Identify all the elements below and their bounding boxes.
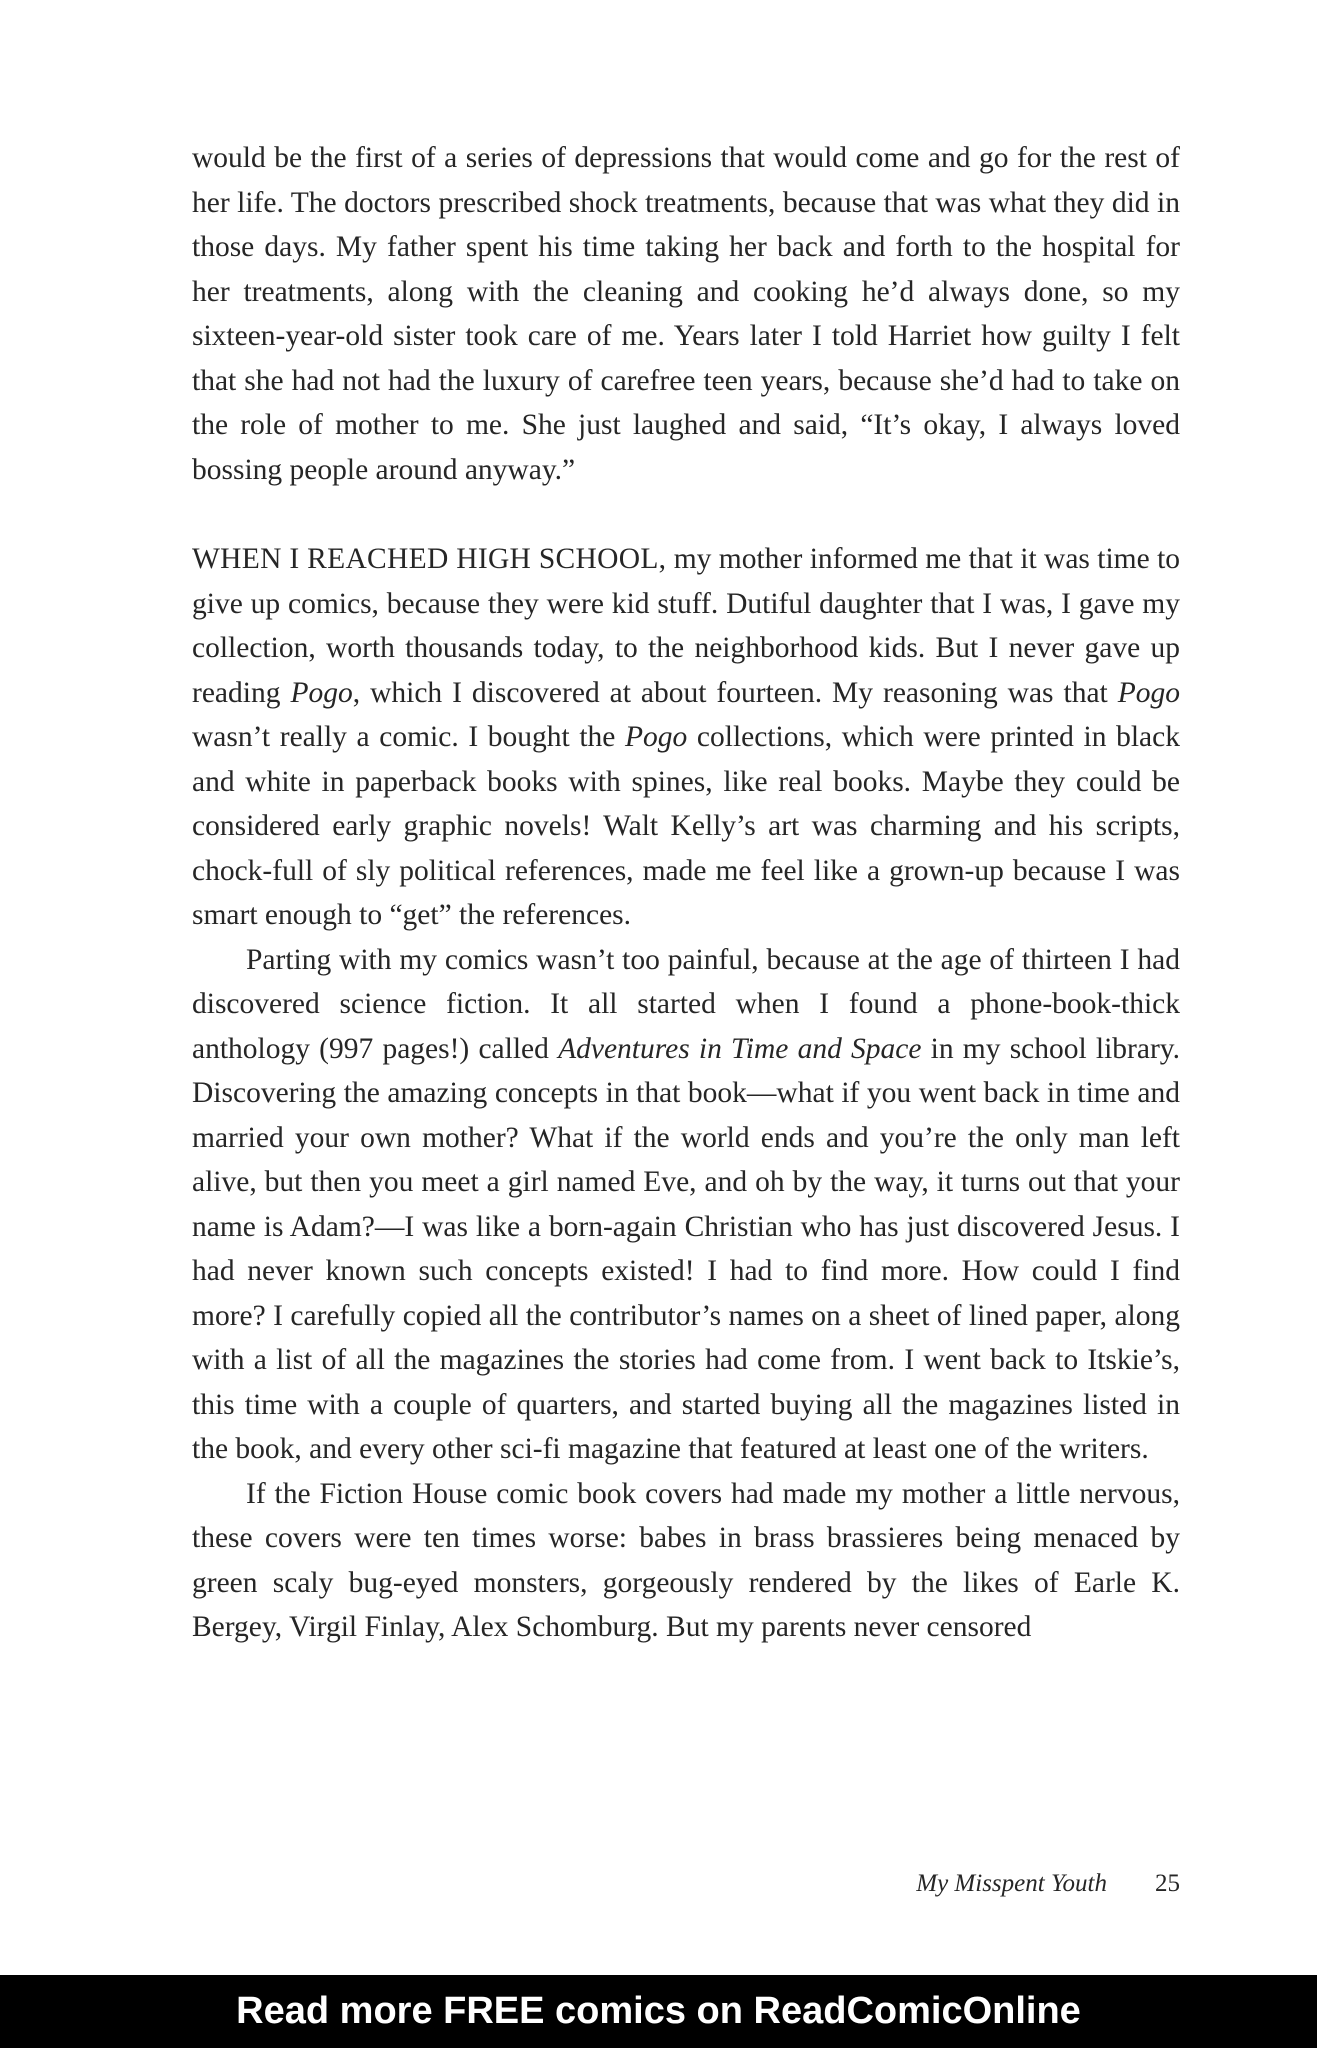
page-number: 25 (1155, 1870, 1180, 1897)
italic-title-pogo: Pogo (625, 721, 688, 753)
text-section-2 (192, 537, 1180, 1650)
text-section-1 (192, 136, 1180, 492)
paragraph-1-text: would be the first of a series of depressions that would come and go for the rest of her life. The doctors prescribed shock treatments, because that was what they did in those days. My father spent his time taking her back and forth to the hospital for her treatments, along with the cleaning and cooking he’d always done, so my sixteen-year-old sister took care of me. Years later I told Harriet how guilty I felt that she had not had the luxury of carefree teen years, because she’d had to take on the role of mother to me. She just laughed and said, “It’s okay, I always loved bossing people around anyway.” (192, 142, 1180, 486)
paragraph-2-text-c: wasn’t really a comic. I bought the (192, 721, 625, 753)
paragraph-1 (192, 136, 1180, 492)
italic-title-pogo: Pogo (1117, 676, 1180, 709)
paragraph-4 (192, 1472, 1180, 1650)
paragraph-2 (192, 537, 1180, 938)
promo-banner-link[interactable] (0, 1975, 1317, 2048)
paragraph-2-text-b: , which I discovered at about fourteen. My reasoning was that (352, 676, 1118, 709)
section-lead-in: WHEN I REACHED HIGH SCHOOL, (192, 543, 667, 575)
paragraph-2-text-a: my mother informed me that it was time to give up comics, because they were kid stuff. Dutiful daughter that I was, I gave my collection, worth thousands today, to the neighborhood kids. But I never gave up reading (192, 543, 1181, 709)
italic-title-anthology: Adventures in Time and Space (558, 1032, 922, 1065)
page-footer (0, 1870, 1180, 1910)
paragraph-2-text-d: collections, which were printed in black and white in paperback books with spines, like real books. Maybe they could be considered early graphic novels! Walt Kelly’s art was charming and his scripts, chock-full of sly political references, made me feel like a grown-up because I was smart enough to “get” the references. (192, 721, 1180, 931)
italic-title-pogo: Pogo (290, 676, 353, 709)
running-title: My Misspent Youth (916, 1870, 1107, 1897)
paragraph-3 (192, 938, 1180, 1472)
paragraph-3-text-a: Parting with my comics wasn’t too painful, because at the age of thirteen I had discovered science fiction. It all started when I found a phone-book-thick anthology (997 pages!) called (192, 943, 1180, 1065)
paragraph-4-text: If the Fiction House comic book covers had made my mother a little nervous, these covers were ten times worse: babes in brass brassieres being menaced by green scaly bug-eyed monsters, gorgeously rendered by the likes of Earle K. Bergey, Virgil Finlay, Alex Schomburg. But my parents never censored (192, 1477, 1180, 1643)
promo-banner-text: Read more FREE comics on ReadComicOnline (236, 1990, 1081, 2032)
paragraph-3-text-b: in my school library. Discovering the amazing concepts in that book—what if you went back in time and married your own mother? What if the world ends and you’re the only man left alive, but then you meet a girl named Eve, and oh by the way, it turns out that your name is Adam?—I was like a born-again Christian who has just discovered Jesus. I had never known such concepts existed! I had to find more. How could I find more? I carefully copied all the contributor’s names on a sheet of lined paper, along with a list of all the magazines the stories had come from. I went back to Itskie’s, this time with a couple of quarters, and started buying all the magazines listed in the book, and every other sci-fi magazine that featured at least one of the writers. (192, 1032, 1180, 1465)
